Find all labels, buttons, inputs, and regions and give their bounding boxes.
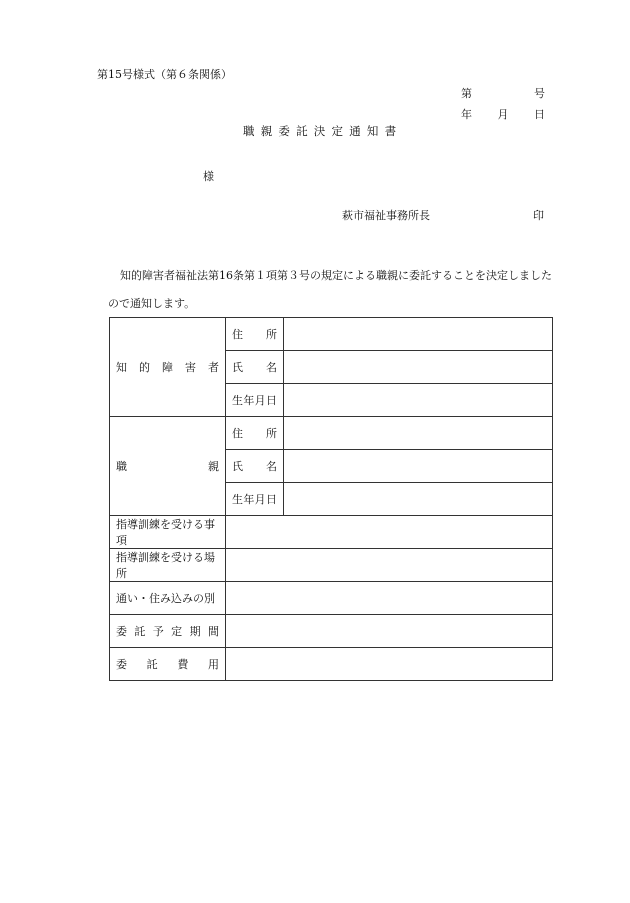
form-number: 第15号様式（第６条関係） xyxy=(97,68,232,81)
person-name-label: 氏 名 xyxy=(226,351,284,384)
body-text xyxy=(108,262,558,318)
employer-address-label: 住 所 xyxy=(226,417,284,450)
person-address-value[interactable] xyxy=(284,318,553,351)
year-label: 年 xyxy=(461,108,472,121)
table-row xyxy=(110,615,553,648)
employer-label-cell xyxy=(110,417,226,516)
table-row xyxy=(110,318,553,351)
number-label-go: 号 xyxy=(534,87,545,100)
person-label-cell xyxy=(110,318,226,417)
training-place-label: 指導訓練を受ける場所 xyxy=(110,549,226,582)
day-label: 日 xyxy=(534,108,545,121)
training-items-value[interactable] xyxy=(226,516,553,549)
person-address-label: 住 所 xyxy=(226,318,284,351)
table-row xyxy=(110,549,553,582)
cost-label: 委 託 費 用 xyxy=(110,648,226,681)
employer-address-value[interactable] xyxy=(284,417,553,450)
commute-type-label: 通い・住み込みの別 xyxy=(110,582,226,615)
table-row xyxy=(110,582,553,615)
period-value[interactable] xyxy=(226,615,553,648)
cost-value[interactable] xyxy=(226,648,553,681)
person-birthdate-label: 生 年 月 日 xyxy=(226,384,284,417)
table-row xyxy=(110,417,553,450)
employer-name-label: 氏 名 xyxy=(226,450,284,483)
month-label: 月 xyxy=(497,108,509,121)
training-place-value[interactable] xyxy=(226,549,553,582)
document-title: 職親委託決定通知書 xyxy=(243,124,403,138)
table-row xyxy=(110,648,553,681)
document-number xyxy=(461,85,545,101)
seal-mark: 印 xyxy=(533,209,544,222)
body-paragraph: 知的障害者福祉法第16条第１項第３号の規定による職親に委託することを決定しましたので通知します。 xyxy=(108,269,552,310)
table-row xyxy=(110,516,553,549)
number-label-dai: 第 xyxy=(461,87,472,100)
person-birthdate-value[interactable] xyxy=(284,384,553,417)
commute-type-value[interactable] xyxy=(226,582,553,615)
employer-name-value[interactable] xyxy=(284,450,553,483)
employer-birthdate-value[interactable] xyxy=(284,483,553,516)
issuer-name: 萩市福祉事務所長 xyxy=(342,209,430,222)
document-date xyxy=(461,106,545,122)
details-table xyxy=(109,317,553,681)
addressee-suffix: 様 xyxy=(203,170,214,183)
training-items-label: 指導訓練を受ける事項 xyxy=(110,516,226,549)
person-name-value[interactable] xyxy=(284,351,553,384)
person-label: 知 的 障 害 者 xyxy=(116,361,219,374)
period-label: 委 託 予 定 期 間 xyxy=(110,615,226,648)
employer-birthdate-label: 生 年 月 日 xyxy=(226,483,284,516)
employer-label: 職 親 xyxy=(116,460,219,473)
